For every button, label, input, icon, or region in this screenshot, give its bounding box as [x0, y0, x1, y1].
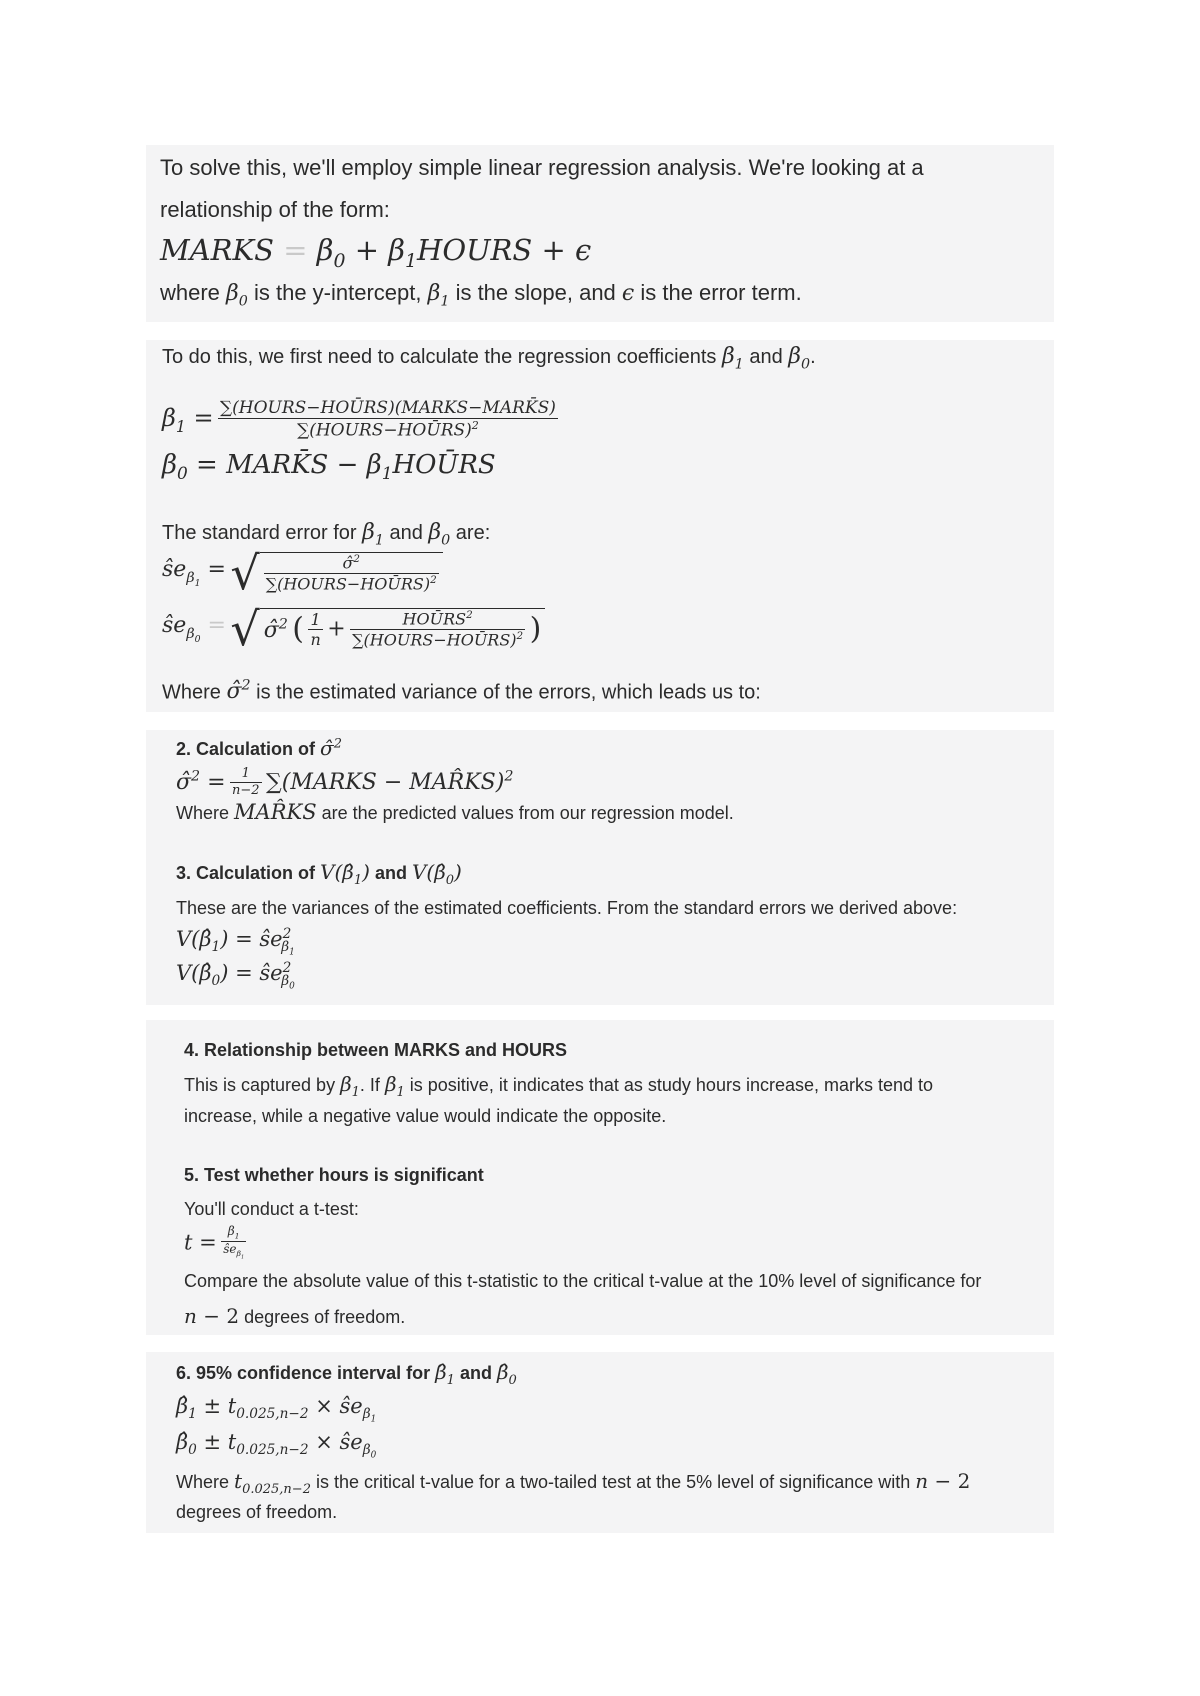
se-beta0-formula: $ŝe_{\beta_0}$ = √ σ̂$^2$ ( $\frac{1}{n}$ + $\frac{HOŪRS^2}{\sum(HOURS-HOŪRS)^2}$ ) [162, 606, 545, 652]
confidence-interval-card [146, 1352, 1054, 1533]
critical-value-text-line1: Where $t_{0.025,n-2}$ is the critical t-value for a two-tailed test at the 5% level of significance with n − 2 [176, 1469, 971, 1497]
beta0-formula: $\beta_0$ = MARK̄S − $\beta_1HOŪRS$ [162, 450, 496, 484]
t-test-text: You'll conduct a t-test: [184, 1199, 359, 1219]
t-statistic-formula: t = $\frac{\beta_1}{ŝe_{\beta_1}}$ [184, 1224, 245, 1261]
variance-where-text: Where σ̂$^2$ is the estimated variance of the errors, which leads us to: [162, 678, 761, 705]
compare-text-line1: Compare the absolute value of this t-statistic to the critical t-value at the 10% level of significance for [184, 1271, 982, 1291]
variance-card [146, 730, 1054, 1005]
relationship-text-line1: This is captured by $\beta_1$. If $\beta_1$ is positive, it indicates that as study hours increase, marks tend to [184, 1072, 934, 1100]
heading-2: 2. Calculation of σ̂$^2$ [176, 736, 342, 760]
ci-beta0-formula: $\betâ_0 \pm t_{0.025,n-2}$ × $ŝe_{\beta_0}$ [176, 1430, 377, 1461]
intro-card [146, 145, 1054, 322]
heading-5: 5. Test whether hours is significant [184, 1165, 484, 1185]
model-equation: MARKS = $\beta_0$ + $\beta_1HOURS + \epsilon$ [160, 233, 592, 272]
standard-error-intro: The standard error for $\beta_1$ and $\beta_0$ are: [162, 520, 491, 549]
critical-value-text-line2: degrees of freedom. [176, 1502, 338, 1522]
variances-text: These are the variances of the estimated coefficients. From the standard errors we derived above: [176, 898, 958, 918]
var-beta0-formula: $V(\betâ_0)$ = $ŝe^2_{\beta_0}$ [176, 960, 295, 992]
intro-text-line1: To solve this, we'll employ simple linear regression analysis. We're looking at a [160, 155, 924, 180]
compare-text-line2: n − 2 degrees of freedom. [184, 1304, 406, 1328]
heading-6: 6. 95% confidence interval for $\betâ_1$ and $\betâ_0$ [176, 1360, 517, 1388]
coefficients-intro: To do this, we first need to calculate the regression coefficients $\beta_1$ and $\beta_0$. [162, 344, 816, 373]
relationship-text-line2: increase, while a negative value would indicate the opposite. [184, 1106, 667, 1126]
se-beta1-formula: $ŝe_{\beta_1}$ = √ $\frac{\sigmâ^2}{\sum(HOURS-HOŪRS)^2}$ [162, 550, 443, 596]
relationship-card [146, 1020, 1054, 1335]
heading-4: 4. Relationship between MARKS and HOURS [184, 1040, 568, 1060]
where-text: where $\beta_0$ is the y-intercept, $\beta_1$ is the slope, and ϵ is the error term. [160, 280, 802, 310]
intro-text-line2: relationship of the form: [160, 197, 390, 222]
beta1-formula: $\beta_1$ = $\frac{\text{∑(HOURS−HOŪRS)(MARKS−MARK̄S)}}{\sum(HOURS-HOŪRS)^2}$ [162, 398, 556, 442]
predicted-values-text: Where MAR̂KS are the predicted values from our regression model. [176, 800, 734, 824]
sigma-hat-formula: σ̂$^2$ = $\frac{1}{n-2}$ ∑(MARKS − MAR̂KS)$^2$ [176, 766, 514, 798]
coefficients-card [146, 340, 1054, 712]
ci-beta1-formula: $\betâ_1 \pm t_{0.025,n-2}$ × $ŝe_{\beta_1}$ [176, 1394, 377, 1425]
var-beta1-formula: $V(\betâ_1)$ = $ŝe^2_{\beta_1}$ [176, 926, 295, 958]
heading-3: 3. Calculation of $V(\betâ_1)$ and $V(\betâ_0)$ [176, 860, 462, 888]
